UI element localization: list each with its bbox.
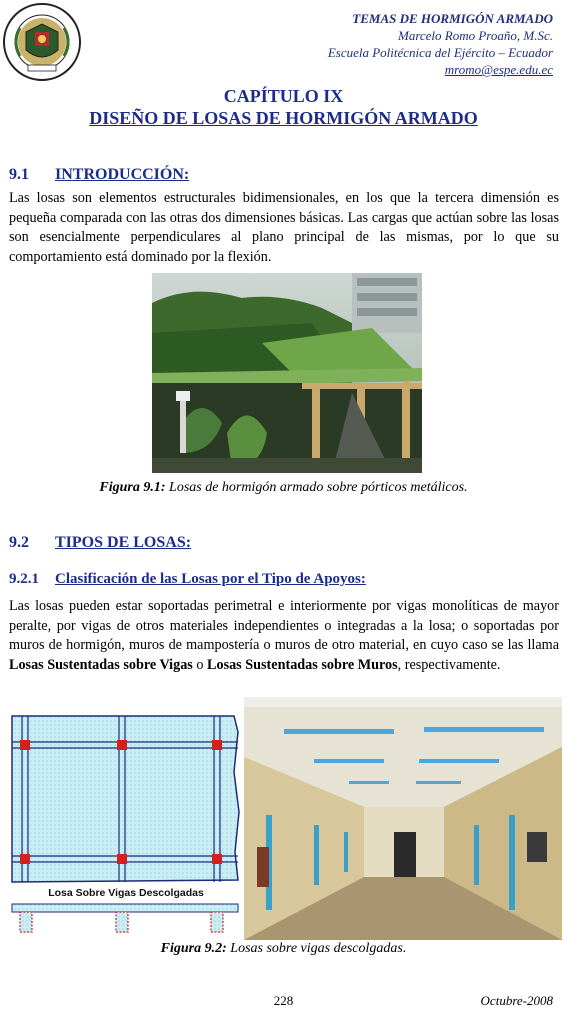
paragraph-text: Las losas pueden estar soportadas perimetral e interiormente por vigas monolíticas de mayor peralte, por vigas de otros materiales independientes o integradas a la losa; o soportadas por muros de hormigón, muros de mampostería o muros de otro material, en cuyo caso se las llama bbox=[9, 598, 559, 654]
figure-label: Figura 9.2: bbox=[160, 941, 227, 956]
section-number: 9.1 bbox=[9, 166, 29, 183]
chapter-number: CAPÍTULO IX bbox=[223, 86, 344, 106]
page-number: 228 bbox=[273, 993, 294, 1008]
email-link[interactable]: mromo@espe.edu.ec bbox=[444, 62, 553, 77]
chapter-title: DISEÑO DE LOSAS DE HORMIGÓN ARMADO bbox=[89, 108, 478, 128]
series-title: TEMAS DE HORMIGÓN ARMADO bbox=[352, 11, 553, 26]
institution-seal bbox=[2, 2, 82, 82]
diagram-label: Losa Sobre Vigas Descolgadas bbox=[48, 887, 204, 899]
section-number: 9.2.1 bbox=[9, 571, 39, 587]
figure-9-1-photo bbox=[152, 273, 422, 473]
figure-caption-text: Losas de hormigón armado sobre pórticos metálicos. bbox=[165, 480, 468, 495]
section-heading-9-2 bbox=[9, 533, 191, 553]
support-types-paragraph bbox=[9, 597, 559, 675]
section-title: Clasificación de las Losas por el Tipo de Apoyos: bbox=[55, 571, 366, 587]
bold-term-beams: Losas Sustentadas sobre Vigas bbox=[9, 656, 193, 673]
figure-label: Figura 9.1: bbox=[99, 480, 166, 495]
figure-9-1-caption bbox=[0, 479, 567, 497]
intro-paragraph: Las losas son elementos estructurales bidimensionales, en los que la tercera dimensión es pequeña comparada con las otras dos dimensiones básicas. Las cargas que actúan sobre las losas son esencialmente perpendiculares al plano principal de las mismas, por lo que su comportamiento está dominado por la flexión. bbox=[9, 190, 559, 265]
footer-date: Octubre-2008 bbox=[480, 993, 553, 1008]
figure-caption-text: Losas sobre vigas descolgadas. bbox=[226, 941, 407, 956]
institution-name: Escuela Politécnica del Ejército – Ecuador bbox=[327, 45, 553, 60]
section-title: INTRODUCCIÓN: bbox=[55, 166, 190, 183]
figure-9-2-caption bbox=[0, 940, 567, 958]
section-title: TIPOS DE LOSAS: bbox=[55, 534, 192, 551]
figure-9-2-photo bbox=[244, 697, 562, 940]
author-name: Marcelo Romo Proaño, M.Sc. bbox=[397, 28, 553, 43]
bold-term-walls: Losas Sustentadas sobre Muros bbox=[207, 656, 398, 673]
section-heading-9-1 bbox=[9, 165, 189, 185]
slab-plan-diagram bbox=[6, 712, 241, 940]
paragraph-text: o bbox=[192, 656, 208, 673]
paragraph-text: , respectivamente. bbox=[397, 656, 501, 673]
section-heading-9-2-1 bbox=[9, 569, 366, 589]
section-number: 9.2 bbox=[9, 534, 29, 551]
